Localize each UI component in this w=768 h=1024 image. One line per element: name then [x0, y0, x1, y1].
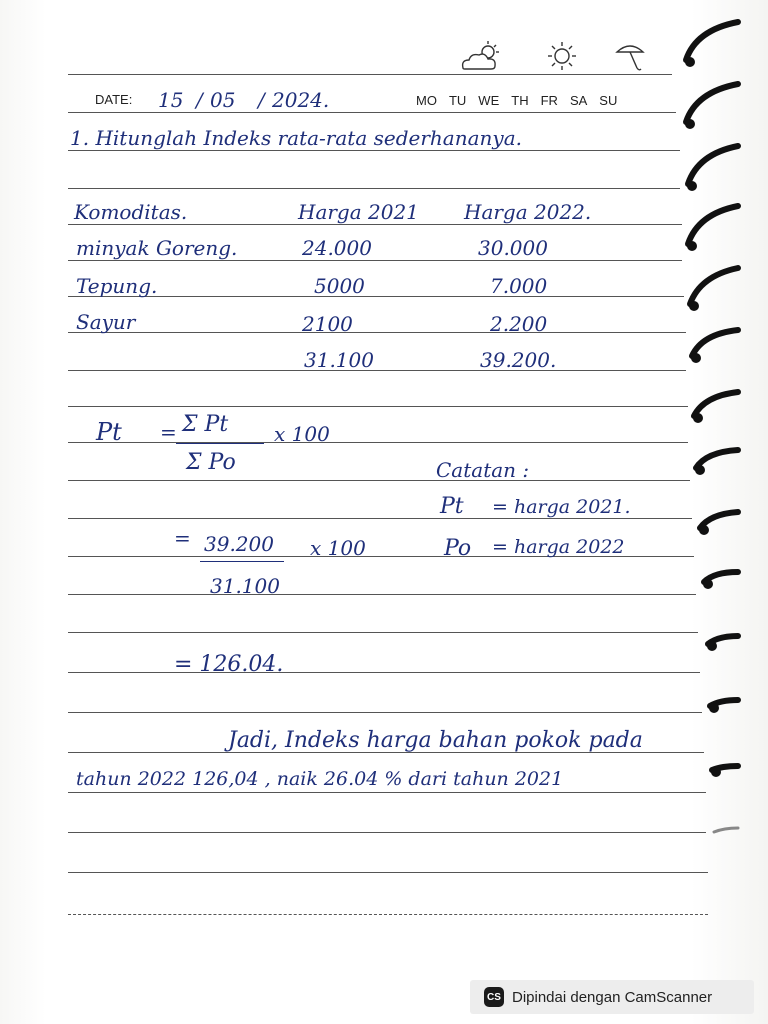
step-fraction-bar — [200, 561, 284, 562]
cloud-sun-icon — [463, 41, 499, 69]
ruled-line — [68, 224, 682, 225]
formula-numerator: Σ Pt — [182, 412, 229, 437]
step-times: x 100 — [310, 536, 366, 560]
weekday-label: TU — [448, 93, 467, 108]
scanner-watermark — [470, 980, 754, 1014]
table-total-price-2022: 39.200. — [480, 348, 557, 372]
notes-value-2: = harga 2022 — [492, 536, 625, 558]
ruled-line — [68, 672, 700, 673]
weekday-label: WE — [478, 93, 500, 108]
formula-times: x 100 — [274, 422, 330, 446]
weekday-label: MO — [416, 93, 437, 108]
table-header-commodity: Komoditas. — [74, 200, 188, 224]
ruled-line — [68, 332, 686, 333]
table-cell-commodity: minyak Goreng. — [76, 236, 238, 260]
result-value: = 126.04. — [174, 652, 284, 677]
ruled-line — [68, 792, 706, 793]
table-cell-commodity: Tepung. — [76, 274, 158, 298]
table-cell-price-2021: 24.000 — [302, 236, 372, 260]
table-cell-price-2021: 2100 — [302, 312, 353, 336]
ruled-line — [68, 188, 680, 189]
table-cell-price-2022: 7.000 — [490, 274, 548, 298]
notes-value-1: = harga 2021. — [492, 496, 631, 518]
formula-equals: = — [160, 420, 177, 444]
ruled-line — [68, 370, 686, 371]
ruled-line — [68, 260, 682, 261]
camscanner-logo-icon: CS — [484, 987, 504, 1007]
date-month: 05 — [210, 88, 236, 112]
notes-key-1: Pt — [440, 494, 464, 519]
step-denominator: 31.100 — [210, 574, 280, 598]
spiral-binding — [676, 0, 768, 870]
ruled-line — [68, 872, 708, 873]
weekday-label: TH — [511, 93, 529, 108]
ruled-line — [68, 296, 684, 297]
ruled-line — [68, 406, 688, 407]
table-cell-price-2022: 30.000 — [478, 236, 548, 260]
date-day: 15 — [158, 88, 184, 112]
weekday-label: SA — [569, 93, 588, 108]
date-label: DATE: — [95, 92, 133, 107]
umbrella-icon — [617, 46, 643, 70]
formula-lhs: Pt — [96, 418, 122, 446]
ruled-line — [68, 150, 680, 151]
step-numerator: 39.200 — [204, 532, 274, 556]
conclusion-line-1: Jadi, Indeks harga bahan pokok pada — [228, 728, 643, 753]
table-cell-commodity: Sayur — [76, 310, 136, 334]
ruled-line — [68, 832, 706, 833]
formula-denominator: Σ Po — [186, 450, 236, 475]
table-cell-price-2021: 5000 — [314, 274, 365, 298]
ruled-line — [68, 914, 708, 915]
conclusion-line-2: tahun 2022 126,04 , naik 26.04 % dari tahun 2021 — [76, 768, 564, 790]
ruled-line — [68, 632, 698, 633]
sun-icon — [548, 42, 576, 70]
ruled-line — [68, 594, 696, 595]
table-header-price-2021: Harga 2021 — [298, 200, 419, 224]
weather-icons — [455, 38, 655, 78]
weekday-label: FR — [540, 93, 558, 108]
ruled-line — [68, 480, 690, 481]
step-equals: = — [174, 526, 191, 550]
weekday-label: SU — [599, 93, 618, 108]
ruled-line — [68, 518, 692, 519]
formula-fraction-bar — [176, 443, 264, 444]
table-cell-price-2022: 2.200 — [490, 312, 548, 336]
scanner-watermark-text: Dipindai dengan CamScanner — [512, 988, 713, 1006]
date-year: 2024. — [272, 88, 330, 112]
weekday-strip — [416, 93, 629, 108]
question-text: 1. Hitunglah Indeks rata-rata sederhananya. — [70, 126, 522, 150]
ruled-line — [68, 112, 676, 113]
table-header-price-2022: Harga 2022. — [464, 200, 592, 224]
date-separator: / — [196, 88, 203, 112]
date-separator: / — [258, 88, 265, 112]
ruled-line — [68, 712, 702, 713]
notes-key-2: Po — [444, 536, 472, 561]
table-total-price-2021: 31.100 — [304, 348, 374, 372]
notes-title: Catatan : — [436, 458, 530, 482]
